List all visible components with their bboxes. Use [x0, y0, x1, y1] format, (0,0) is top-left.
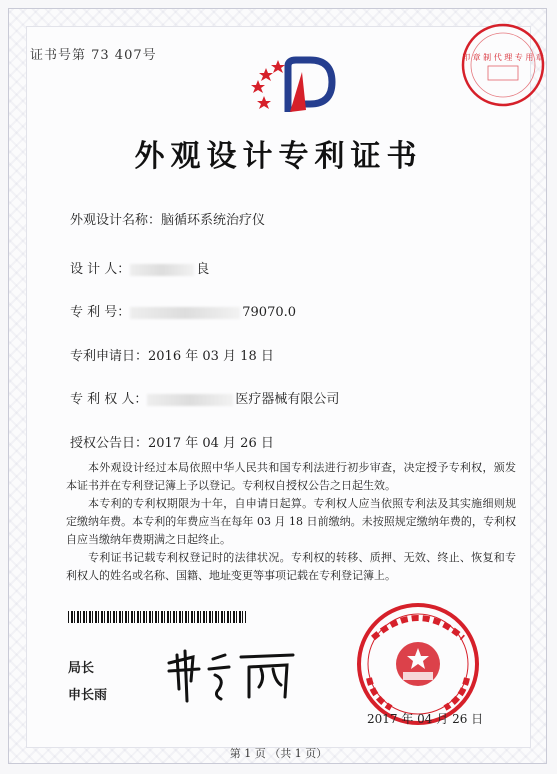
signer-role: 局长 — [68, 661, 95, 676]
patent-office-logo — [250, 52, 345, 122]
redaction — [130, 264, 194, 276]
agency-seal — [458, 20, 548, 110]
paragraph-1: 本外观设计经过本局依照中华人民共和国专利法进行初步审查，决定授予专利权，颁发本证书并在专利登记簿上予以登记。专利权自授权公告之日起生效。 — [66, 461, 516, 492]
national-ipa-seal — [343, 598, 493, 726]
field-design-name — [70, 209, 265, 228]
paragraph-2: 本专利的专利权期限为十年，自申请日起算。专利权人应当依照专利法及其实施细则规定缴纳年费。本专利的年费应当在每年 03 月 18 日前缴纳。未按照规定缴纳年费的，专利权自应当缴纳年费期满之日起终止。 — [66, 497, 516, 546]
signature-date: 2017 年 04 月 26 日 — [367, 712, 484, 726]
field-grant-date — [70, 432, 274, 451]
field-value: 2017 年 04 月 26 日 — [148, 436, 274, 451]
handwritten-signature — [163, 645, 303, 705]
redaction — [130, 307, 240, 319]
page-number: 第 1 页 （共 1 页） — [229, 747, 328, 760]
field-label: 专利申请日： — [70, 349, 149, 364]
field-label: 设 计 人： — [70, 262, 131, 277]
field-label: 专 利 权 人： — [70, 392, 148, 407]
field-designer — [70, 258, 209, 277]
paragraph-3: 专利证书记载专利权登记时的法律状况。专利权的转移、质押、无效、终止、恢复和专利权人的姓名或名称、国籍、地址变更等事项记载在专利登记簿上。 — [66, 551, 516, 582]
certificate-number: 证书号第 73 407号 — [30, 48, 157, 63]
field-patentee — [70, 388, 339, 407]
field-application-date — [70, 345, 274, 364]
field-patent-number — [70, 301, 296, 320]
field-value: 脑循环系统治疗仪 — [161, 213, 266, 228]
field-value: 2016 年 03 月 18 日 — [148, 349, 274, 364]
page-title: 外观设计专利证书 — [134, 139, 423, 174]
field-value: 良 — [196, 262, 210, 277]
field-label: 外观设计名称： — [70, 213, 162, 228]
barcode — [68, 611, 246, 623]
signer-name: 申长雨 — [68, 688, 108, 703]
field-label: 专 利 号： — [70, 305, 131, 320]
field-value: 医疗器械有限公司 — [235, 392, 340, 407]
seal-text: 印 章 制 代 理 专 用 章 — [462, 53, 544, 62]
redaction — [147, 394, 233, 406]
field-value: 79070.0 — [242, 305, 297, 320]
field-label: 授权公告日： — [70, 436, 149, 451]
